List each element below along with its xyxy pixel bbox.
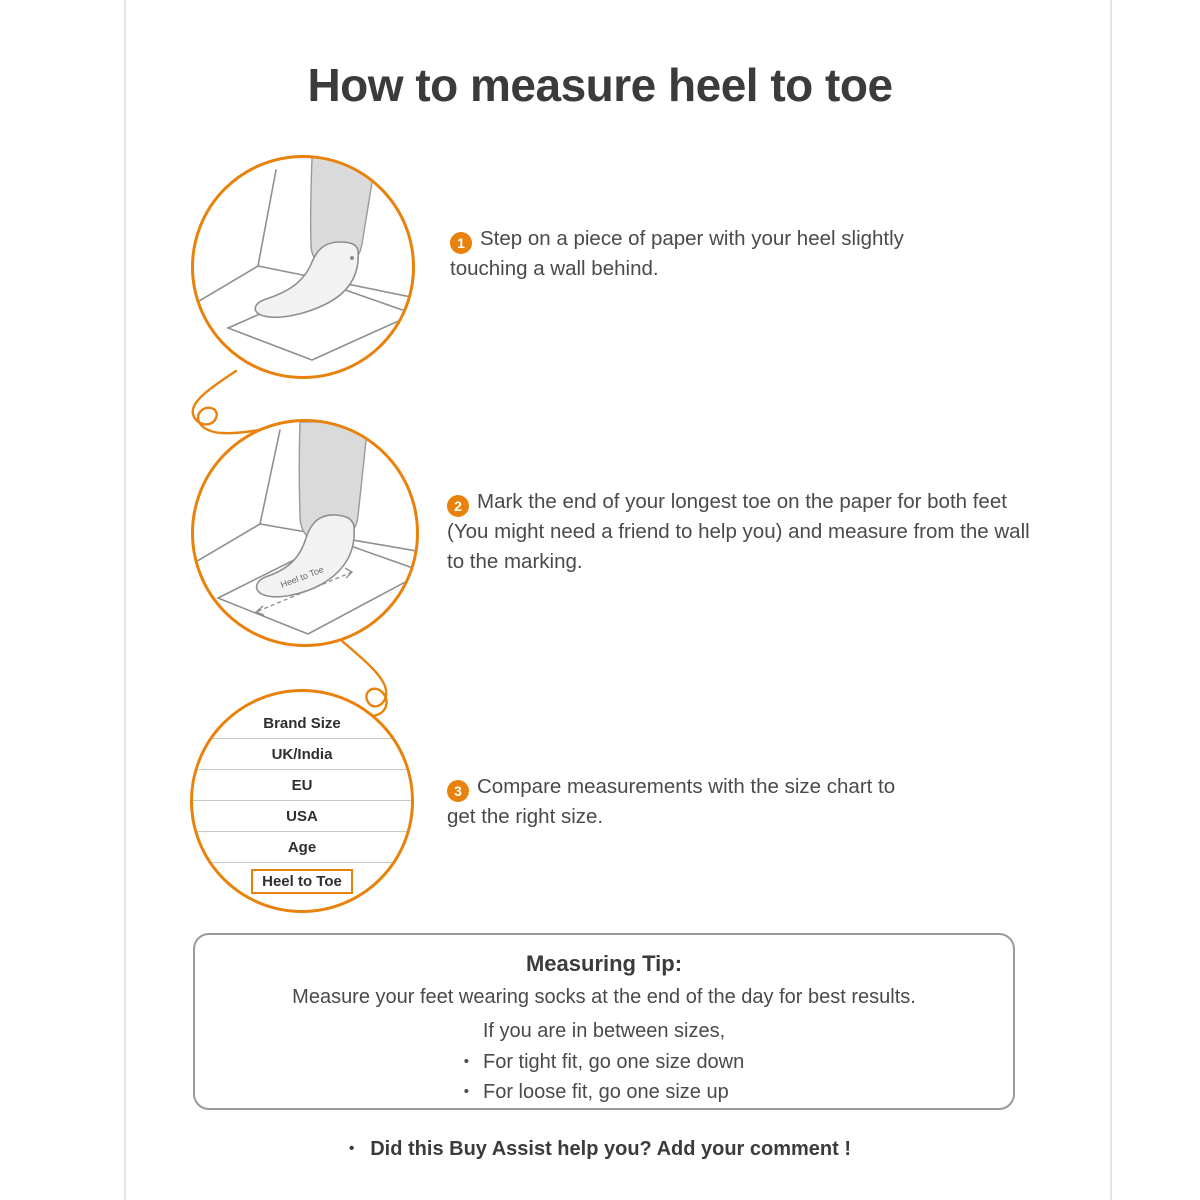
size-chart-row: Brand Size	[193, 708, 411, 739]
step-3-badge: 3	[447, 780, 469, 802]
tip-line-between-sizes: If you are in between sizes,	[482, 1020, 726, 1042]
step-1-text: Step on a piece of paper with your heel slightly touching a wall behind.	[450, 227, 904, 280]
floor-edge-left-line	[194, 266, 258, 310]
floor-edge-left-line	[194, 524, 260, 570]
tip-bullet-list	[464, 1047, 745, 1107]
right-page-edge	[1110, 0, 1112, 1200]
wall-corner-line	[260, 430, 280, 524]
tip-title: Measuring Tip:	[525, 951, 683, 976]
foot-on-paper-illustration	[194, 158, 415, 379]
size-chart-row: USA	[193, 801, 411, 832]
step-3-text: Compare measurements with the size chart to get the right size.	[447, 775, 896, 828]
step-1	[450, 224, 945, 284]
measuring-tip-box	[193, 933, 1015, 1110]
illustration-step2-circle	[191, 419, 419, 647]
step-2-text: Mark the end of your longest toe on the paper for both feet (You might need a friend to help you) and measure from the wall to the marking.	[447, 490, 1030, 573]
ankle-dot	[350, 256, 354, 260]
tip-bullet-loose-fit: • For loose fit, go one size up	[464, 1077, 745, 1107]
page-title: How to measure heel to toe	[307, 59, 893, 111]
step-1-badge: 1	[450, 232, 472, 254]
step-2	[447, 487, 1047, 577]
step-3	[447, 772, 902, 832]
left-page-edge	[124, 0, 126, 1200]
step-2-badge: 2	[447, 495, 469, 517]
connector-squiggle-1	[193, 371, 264, 433]
foot-measure-illustration	[194, 422, 419, 647]
footer-note	[0, 1138, 1200, 1161]
size-chart-row: UK/India	[193, 739, 411, 770]
footer-bullet: •	[348, 1140, 355, 1157]
tip-bullet-tight-fit: • For tight fit, go one size down	[464, 1047, 745, 1077]
footer-text: Did this Buy Assist help you? Add your comment !	[370, 1138, 852, 1160]
wall-corner-line	[258, 170, 276, 266]
heel-to-toe-box: Heel to Toe	[251, 869, 353, 894]
size-chart	[193, 692, 411, 899]
size-chart-row-highlighted	[193, 863, 411, 899]
size-chart-circle	[190, 689, 414, 913]
size-chart-row: EU	[193, 770, 411, 801]
heel-to-toe-arrow-label: Heel to Toe	[279, 564, 326, 590]
tip-line-socks: Measure your feet wearing socks at the end of the day for best results.	[292, 986, 916, 1008]
size-chart-row: Age	[193, 832, 411, 863]
illustration-step1-circle	[191, 155, 415, 379]
